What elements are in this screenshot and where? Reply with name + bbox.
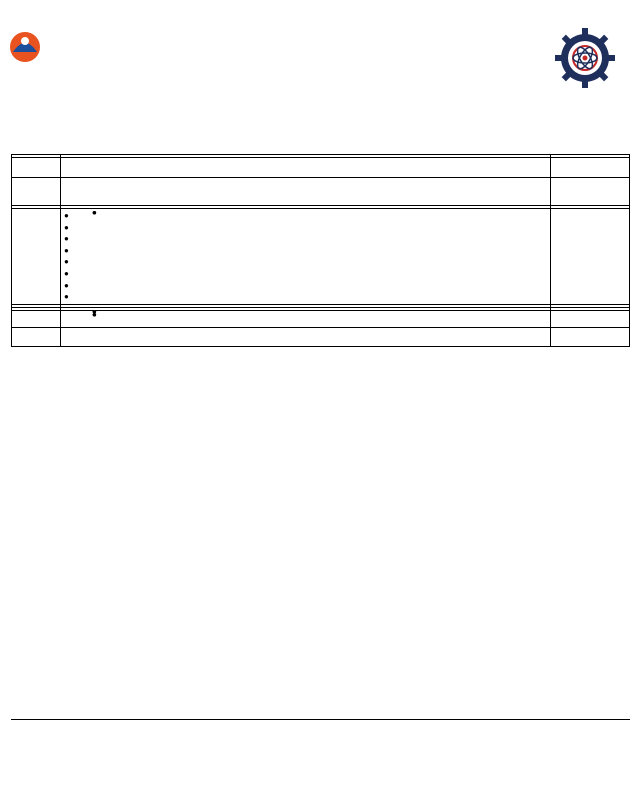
item-number [12,310,61,327]
lausd-logo [8,30,128,64]
item-number [12,327,61,346]
list-item: ● [64,211,69,220]
list-item: ● [64,257,69,267]
list-item: ● [64,245,69,255]
school-gear-logo [554,27,616,89]
item-content [61,209,551,305]
presenter [551,310,630,327]
agenda-row-iii [12,178,630,206]
header [0,0,641,155]
agenda-row-v [12,209,630,305]
agenda-table [11,154,630,347]
item-number [12,158,61,178]
footer-notice [11,716,630,720]
list-item: ● [64,268,69,278]
agenda-row-viii [12,310,630,327]
item-number [12,209,61,305]
presenter [551,178,630,206]
presenter [551,327,630,346]
list-item: ● [64,292,69,302]
agenda-row-ii [12,158,630,178]
list-item: ● [64,280,69,290]
item-title [61,327,551,346]
agenda-row-xi [12,327,630,346]
footer-divider [11,719,630,720]
list-item: ● [64,222,69,232]
item-title [61,178,551,206]
presenter [551,158,630,178]
item-title [61,310,551,327]
list-item: ● [64,234,69,244]
item-title [61,158,551,178]
item-number [12,178,61,206]
presenter [551,209,630,305]
